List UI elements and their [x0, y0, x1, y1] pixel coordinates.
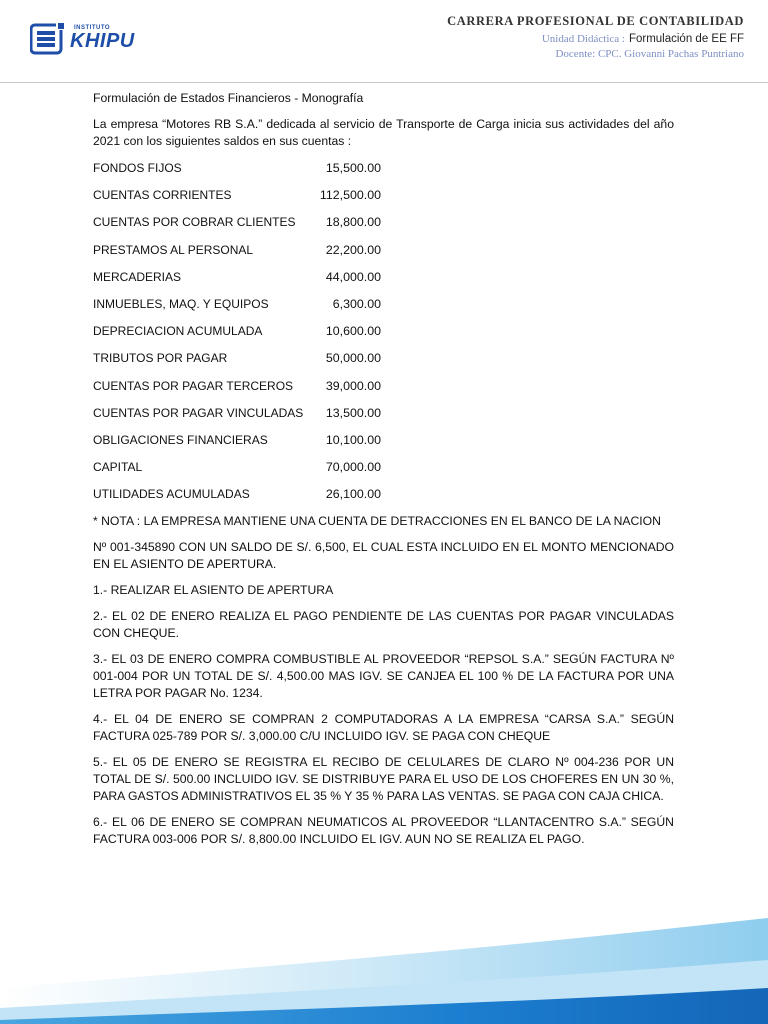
account-value: 18,800.00 [325, 215, 381, 230]
task-item: 2.- EL 02 DE ENERO REALIZA EL PAGO PENDIENTE DE LAS CUENTAS POR PAGAR VINCULADAS CON CHEQUE. [93, 609, 674, 641]
account-row [93, 242, 674, 269]
task-item: 6.- EL 06 DE ENERO SE COMPRAN NEUMATICOS AL PROVEEDOR “LLANTACENTRO S.A.” SEGÚN FACTURA 003-006 POR S/. 8,800.00 INCLUIDO EL IGV. AUN NO SE REALIZA EL PAGO. [93, 815, 674, 847]
account-balances-list [93, 160, 674, 513]
account-value: 6,300.00 [332, 296, 381, 311]
khipu-emblem-icon [30, 22, 66, 56]
account-value: 39,000.00 [325, 378, 381, 393]
account-name: PRESTAMOS AL PERSONAL [93, 242, 254, 257]
account-name: FONDOS FIJOS [93, 161, 182, 175]
career-title: CARRERA PROFESIONAL DE CONTABILIDAD [447, 14, 744, 28]
account-value: 26,100.00 [325, 487, 381, 502]
unit-label: Unidad Didáctica : [541, 33, 625, 45]
header-info [447, 14, 744, 60]
account-name: INMUEBLES, MAQ. Y EQUIPOS [93, 296, 269, 311]
account-row [93, 323, 674, 350]
document-title: Formulación de Estados Financieros - Monografía [93, 91, 364, 105]
task-item: 3.- EL 03 DE ENERO COMPRA COMBUSTIBLE AL PROVEEDOR “REPSOL S.A.” SEGÚN FACTURA Nº 001-004 POR UN TOTAL DE S/. 4,500.00 MAS IGV. SE CANJEA EL 100 % DE LA FACTURA POR UNA LETRA POR PAGAR No. 1234. [93, 652, 674, 701]
teacher-name: Docente: CPC. Giovanni Pachas Puntriano [555, 48, 744, 60]
account-value: 13,500.00 [325, 405, 381, 420]
account-name: CUENTAS POR PAGAR TERCEROS [93, 378, 294, 393]
unit-value: Formulación de EE FF [628, 33, 744, 45]
task-item: 5.- EL 05 DE ENERO SE REGISTRA EL RECIBO DE CELULARES DE CLARO Nº 004-236 POR UN TOTAL DE S/. 500.00 INCLUIDO IGV. SE DISTRIBUYE PARA EL USO DE LOS CHOFERES EN UN 30 %, PARA GASTOS ADMINISTRATIVOS EL 35 % Y 35 % PARA LAS VENTAS. SE PAGA CON CAJA CHICA. [93, 755, 674, 804]
page-header [0, 0, 768, 80]
account-name: UTILIDADES ACUMULADAS [93, 487, 250, 502]
account-row [93, 486, 674, 513]
account-row [93, 187, 674, 214]
account-row [93, 296, 674, 323]
document-body [93, 90, 674, 857]
account-row [93, 378, 674, 405]
account-value: 22,200.00 [325, 242, 381, 257]
logo-small-text: INSTITUTO [74, 25, 111, 31]
logo-name: KHIPU [70, 30, 135, 52]
header-divider [0, 82, 768, 83]
account-row [93, 432, 674, 459]
account-name: CAPITAL [93, 460, 143, 475]
institute-logo [30, 22, 142, 56]
account-name: CUENTAS POR COBRAR CLIENTES [93, 215, 296, 230]
account-row [93, 459, 674, 486]
account-name: OBLIGACIONES FINANCIERAS [93, 432, 268, 447]
account-value: 10,100.00 [325, 432, 381, 447]
account-value: 70,000.00 [325, 460, 381, 475]
note-paragraph: * NOTA : LA EMPRESA MANTIENE UNA CUENTA DE DETRACCIONES EN EL BANCO DE LA NACION [93, 514, 661, 529]
account-value: 10,600.00 [325, 324, 381, 339]
account-row [93, 214, 674, 241]
account-row [93, 405, 674, 432]
account-value: 44,000.00 [325, 269, 381, 284]
account-value: 15,500.00 [325, 161, 381, 175]
unit-line [447, 33, 744, 45]
account-name: CUENTAS CORRIENTES [93, 188, 232, 203]
task-item: 1.- REALIZAR EL ASIENTO DE APERTURA [93, 583, 334, 598]
account-value: 50,000.00 [325, 351, 381, 366]
account-name: MERCADERIAS [93, 269, 182, 284]
account-row [93, 350, 674, 377]
account-name: CUENTAS POR PAGAR VINCULADAS [93, 405, 304, 420]
account-name: DEPRECIACION ACUMULADA [93, 324, 263, 339]
footer-wave-decoration [0, 908, 768, 1024]
account-row [93, 269, 674, 296]
account-value: 112,500.00 [319, 188, 381, 203]
account-name: TRIBUTOS POR PAGAR [93, 351, 228, 366]
note-account-paragraph: Nº 001-345890 CON UN SALDO DE S/. 6,500, EL CUAL ESTA INCLUIDO EN EL MONTO MENCIONADO EN EL ASIENTO DE APERTURA. [93, 540, 674, 572]
intro-paragraph: La empresa “Motores RB S.A.” dedicada al servicio de Transporte de Carga inicia sus actividades del año 2021 con los siguientes saldos en sus cuentas : [93, 117, 674, 148]
task-item: 4.- EL 04 DE ENERO SE COMPRAN 2 COMPUTADORAS A LA EMPRESA “CARSA S.A.” SEGÚN FACTURA 025-789 POR S/. 3,000.00 C/U INCLUIDO IGV. SE PAGA CON CHEQUE [93, 712, 674, 744]
account-row [93, 160, 674, 187]
